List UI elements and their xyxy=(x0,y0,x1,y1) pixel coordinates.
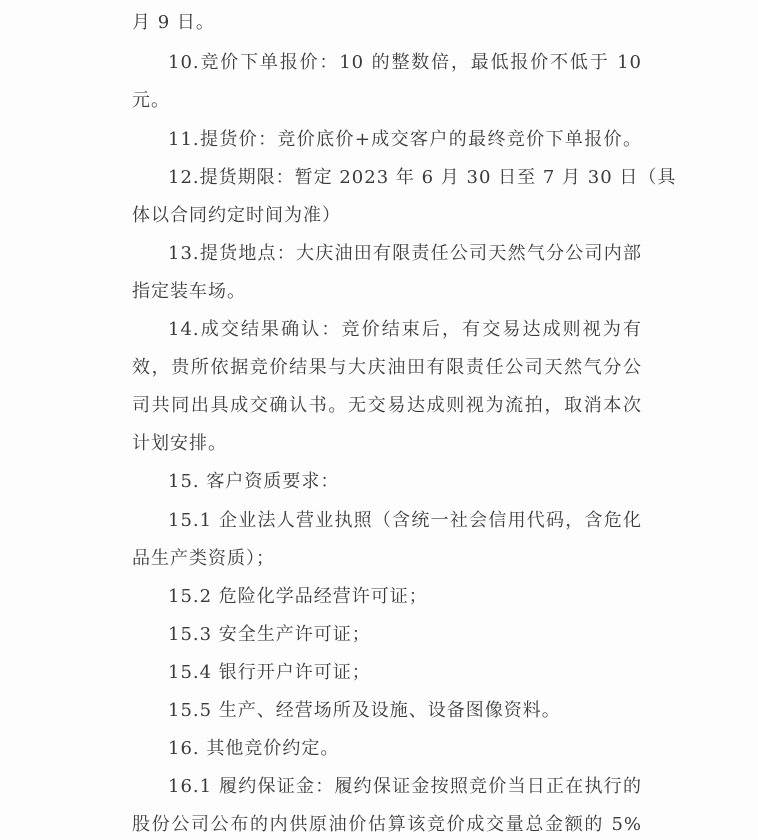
section-heading: 16. 其他竞价约定。 xyxy=(168,738,340,759)
text-line: 15.4 银行开户许可证； xyxy=(168,662,371,683)
text-line: 15.1 企业法人营业执照（含统一社会信用代码，含危化 xyxy=(168,510,642,531)
text-line: 13.提货地点：大庆油田有限责任公司天然气分公司内部 xyxy=(168,243,642,264)
text-line: 10.竞价下单报价：10 的整数倍，最低报价不低于 10 xyxy=(168,52,642,73)
text-line: 11.提货价：竞价底价+成交客户的最终竞价下单报价。 xyxy=(168,129,642,150)
section-heading: 15. 客户资质要求： xyxy=(168,471,340,492)
text-line: 品生产类资质）； xyxy=(132,548,275,569)
text-line: 效，贵所依据竞价结果与大庆油田有限责任公司天然气分公 xyxy=(132,357,642,378)
text-line: 司共同出具成交确认书。无交易达成则视为流拍，取消本次 xyxy=(132,395,642,416)
text-line: 14.成交结果确认：竞价结束后，有交易达成则视为有 xyxy=(168,319,642,340)
text-line: 12.提货期限：暂定 2023 年 6 月 30 日至 7 月 30 日（具 xyxy=(168,167,677,188)
text-line: 15.5 生产、经营场所及设施、设备图像资料。 xyxy=(168,700,561,721)
text-line: 15.3 安全生产许可证； xyxy=(168,624,371,645)
text-line: 15.2 危险化学品经营许可证； xyxy=(168,586,428,607)
text-line: 16.1 履约保证金：履约保证金按照竞价当日正在执行的 xyxy=(168,776,642,797)
text-line: 计划安排。 xyxy=(132,433,227,454)
text-line: 体以合同约定时间为准） xyxy=(132,205,341,226)
text-line: 元。 xyxy=(132,90,170,111)
text-line: 股份公司公布的内供原油价估算该竞价成交量总金额的 5% xyxy=(132,814,642,835)
text-line: 指定装车场。 xyxy=(132,281,246,302)
text-line: 月 9 日。 xyxy=(132,12,215,33)
